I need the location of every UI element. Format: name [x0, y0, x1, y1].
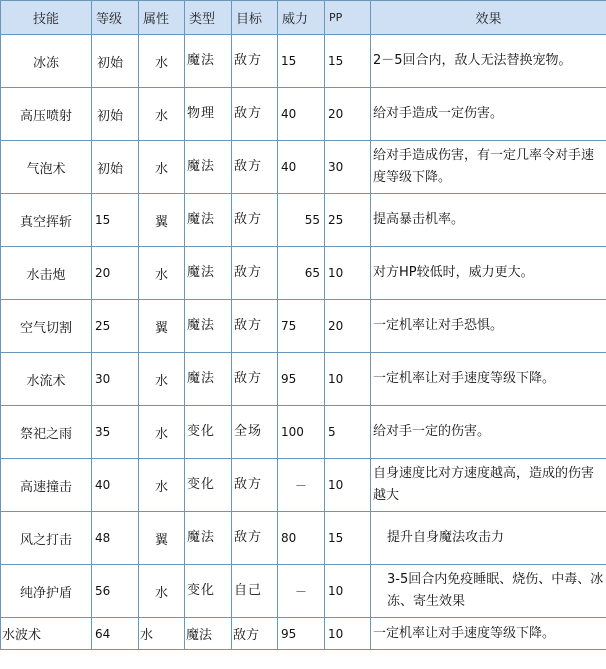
- skill-target: 敌方: [232, 141, 278, 194]
- skill-effect: 给对手造成伤害，有一定几率令对手速度等级下降。: [371, 141, 606, 194]
- skill-power: －: [278, 565, 325, 618]
- skill-type: 魔法: [185, 618, 232, 650]
- table-row: [1, 194, 606, 247]
- header-row: [1, 1, 606, 35]
- skill-pp: 10: [325, 353, 371, 406]
- skill-pp: 5: [325, 406, 371, 459]
- skill-type: 魔法: [185, 141, 232, 194]
- header-pp: PP: [325, 1, 371, 35]
- skill-target: 敌方: [232, 35, 278, 88]
- skill-attr: 水: [139, 35, 185, 88]
- skill-name: 水波术: [1, 618, 92, 650]
- header-target: 目标: [232, 1, 278, 35]
- skill-name: 纯净护盾: [1, 565, 92, 618]
- skill-power: 15: [278, 35, 325, 88]
- skill-attr: 水: [139, 353, 185, 406]
- table-row: [1, 247, 606, 300]
- skill-level: 56: [92, 565, 139, 618]
- table-row: [1, 406, 606, 459]
- skill-effect: 2－5回合内，敌人无法替换宠物。: [371, 35, 606, 88]
- table-row: [1, 88, 606, 141]
- table-row: [1, 565, 606, 618]
- skill-pp: 15: [325, 35, 371, 88]
- skill-level: 初始: [92, 141, 139, 194]
- skill-pp: 20: [325, 300, 371, 353]
- skill-power: 40: [278, 141, 325, 194]
- skill-effect: 提升自身魔法攻击力: [371, 512, 606, 565]
- skill-attr: 水: [139, 247, 185, 300]
- skill-level: 15: [92, 194, 139, 247]
- skill-name: 高速撞击: [1, 459, 92, 512]
- skill-name: 祭祀之雨: [1, 406, 92, 459]
- skill-target: 敌方: [232, 459, 278, 512]
- skill-effect: 一定机率让对手速度等级下降。: [371, 618, 606, 650]
- skill-level: 64: [92, 618, 139, 650]
- skill-type: 变化: [185, 565, 232, 618]
- skill-effect: 对方HP较低时，威力更大。: [371, 247, 606, 300]
- skill-name: 水击炮: [1, 247, 92, 300]
- skill-pp: 25: [325, 194, 371, 247]
- skill-effect: 给对手造成一定伤害。: [371, 88, 606, 141]
- skill-level: 20: [92, 247, 139, 300]
- header-skill: 技能: [1, 1, 92, 35]
- skill-effect: 提高暴击机率。: [371, 194, 606, 247]
- skill-level: 初始: [92, 35, 139, 88]
- skill-name: 空气切割: [1, 300, 92, 353]
- skill-target: 敌方: [232, 88, 278, 141]
- skill-attr: 水: [139, 88, 185, 141]
- table-row: [1, 300, 606, 353]
- skill-pp: 30: [325, 141, 371, 194]
- skill-attr: 翼: [139, 512, 185, 565]
- skill-pp: 20: [325, 88, 371, 141]
- skill-attr: 水: [139, 565, 185, 618]
- skill-power: 65: [278, 247, 325, 300]
- table-row: [1, 512, 606, 565]
- skill-target: 敌方: [232, 247, 278, 300]
- skill-pp: 10: [325, 247, 371, 300]
- skill-target: 敌方: [232, 300, 278, 353]
- table-row: [1, 353, 606, 406]
- skill-type: 魔法: [185, 353, 232, 406]
- skill-target: 敌方: [232, 194, 278, 247]
- skill-name: 高压喷射: [1, 88, 92, 141]
- skill-target: 自己: [232, 565, 278, 618]
- skill-effect: 3-5回合内免疫睡眠、烧伤、中毒、冰冻、寄生效果: [371, 565, 606, 618]
- skill-power: 95: [278, 353, 325, 406]
- skill-attr: 翼: [139, 300, 185, 353]
- skill-power: 55: [278, 194, 325, 247]
- skill-target: 敌方: [232, 618, 278, 650]
- table-row: [1, 141, 606, 194]
- skill-power: 100: [278, 406, 325, 459]
- skill-effect: 一定机率让对手速度等级下降。: [371, 353, 606, 406]
- skill-level: 40: [92, 459, 139, 512]
- skill-pp: 15: [325, 512, 371, 565]
- table-row: [1, 618, 606, 650]
- skill-power: 80: [278, 512, 325, 565]
- skill-level: 30: [92, 353, 139, 406]
- header-power: 威力: [278, 1, 325, 35]
- skill-name: 气泡术: [1, 141, 92, 194]
- skill-type: 魔法: [185, 35, 232, 88]
- skill-pp: 10: [325, 618, 371, 650]
- table-row: [1, 459, 606, 512]
- skill-effect: 一定机率让对手恐惧。: [371, 300, 606, 353]
- skill-power: 40: [278, 88, 325, 141]
- skill-type: 魔法: [185, 194, 232, 247]
- skill-target: 敌方: [232, 512, 278, 565]
- skill-attr: 水: [139, 406, 185, 459]
- skill-type: 魔法: [185, 300, 232, 353]
- header-attr: 属性: [139, 1, 185, 35]
- skill-target: 敌方: [232, 353, 278, 406]
- skill-type: 变化: [185, 459, 232, 512]
- skill-effect: 给对手一定的伤害。: [371, 406, 606, 459]
- header-level: 等级: [92, 1, 139, 35]
- skill-level: 48: [92, 512, 139, 565]
- skill-power: －: [278, 459, 325, 512]
- skill-type: 魔法: [185, 512, 232, 565]
- skill-name: 风之打击: [1, 512, 92, 565]
- table-row: [1, 35, 606, 88]
- skill-pp: 10: [325, 565, 371, 618]
- skill-name: 水流术: [1, 353, 92, 406]
- skill-power: 75: [278, 300, 325, 353]
- skill-name: 真空挥斩: [1, 194, 92, 247]
- skill-target: 全场: [232, 406, 278, 459]
- skill-type: 物理: [185, 88, 232, 141]
- skill-attr: 水: [139, 459, 185, 512]
- header-type: 类型: [185, 1, 232, 35]
- skill-attr: 水: [139, 141, 185, 194]
- skill-name: 冰冻: [1, 35, 92, 88]
- skill-level: 35: [92, 406, 139, 459]
- skill-type: 魔法: [185, 247, 232, 300]
- skill-type: 变化: [185, 406, 232, 459]
- skill-power: 95: [278, 618, 325, 650]
- skill-effect: 自身速度比对方速度越高，造成的伤害越大: [371, 459, 606, 512]
- skill-attr: 水: [139, 618, 185, 650]
- skill-attr: 翼: [139, 194, 185, 247]
- header-effect: 效果: [371, 1, 606, 35]
- skill-pp: 10: [325, 459, 371, 512]
- skill-level: 25: [92, 300, 139, 353]
- skill-level: 初始: [92, 88, 139, 141]
